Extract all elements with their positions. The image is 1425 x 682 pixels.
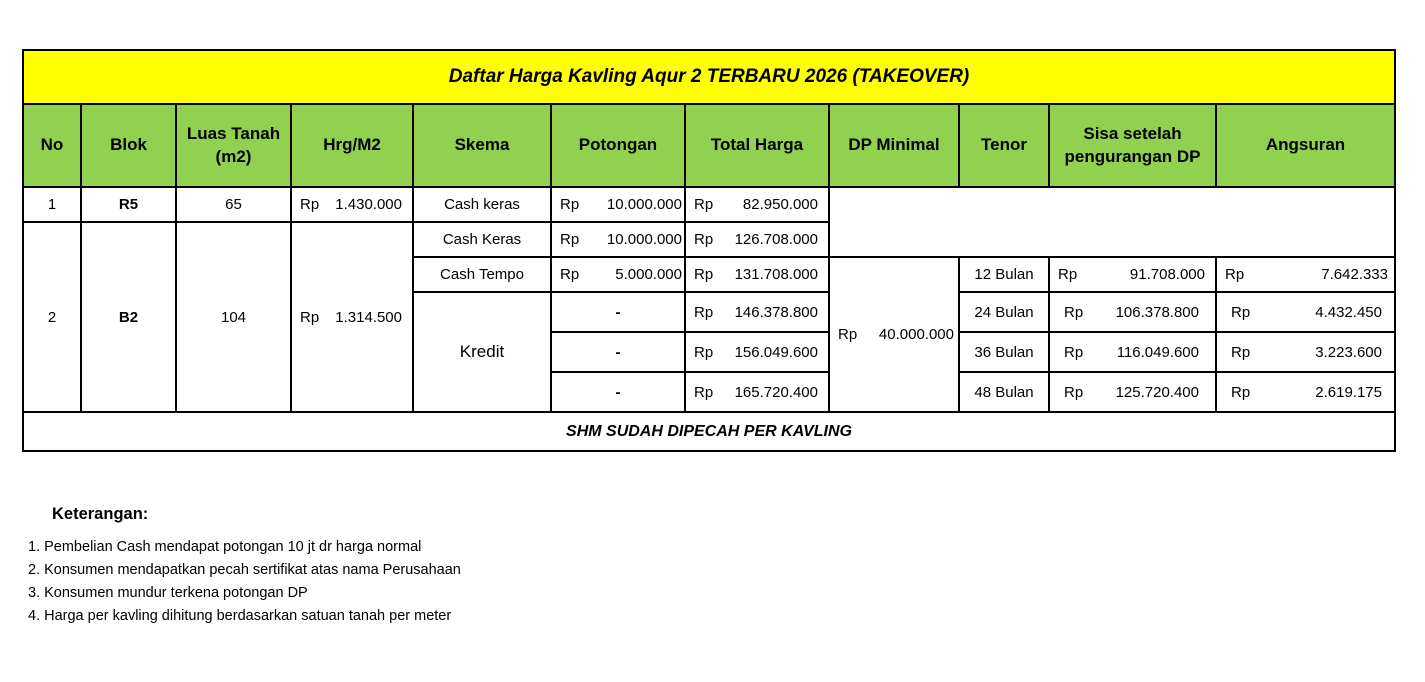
cell-sisa [1049,292,1216,332]
dp-value: 40.000.000 [878,326,954,343]
header-sisa-line2: pengurangan DP [1064,146,1201,166]
cell-blok: B2 [81,222,176,412]
total-value: 165.720.400 [734,383,818,401]
cell-no: 1 [23,187,81,222]
cell-tenor: 24 Bulan [959,292,1049,332]
angsuran-value: 2.619.175 [1315,383,1382,401]
sisa-value: 106.378.800 [1115,303,1199,321]
header-hrg: Hrg/M2 [291,104,413,187]
currency-label: Rp [300,196,320,213]
currency-label: Rp [560,196,580,213]
cell-sisa [1049,372,1216,412]
cell-tenor: 36 Bulan [959,332,1049,372]
header-tenor: Tenor [959,104,1049,187]
potongan-value: 5.000.000 [615,266,682,283]
header-total: Total Harga [685,104,829,187]
header-blok: Blok [81,104,176,187]
cell-potongan: - [551,292,685,332]
header-no: No [23,104,81,187]
note-item: 4. Harga per kavling dihitung berdasarkan satuan tanah per meter [28,608,452,624]
cell-total [685,292,829,332]
cell-potongan [551,187,685,222]
notes-heading: Keterangan: [52,505,149,523]
currency-label: Rp [838,326,858,343]
header-skema: Skema [413,104,551,187]
potongan-value: 10.000.000 [606,196,682,213]
cell-total [685,257,829,292]
cell-potongan: - [551,372,685,412]
cell-angsuran [1216,257,1395,292]
cell-total [685,372,829,412]
note-item: 1. Pembelian Cash mendapat potongan 10 jt dr harga normal [28,539,422,555]
header-sisa [1049,104,1216,187]
currency-label: Rp [694,303,714,321]
cell-sisa [1049,332,1216,372]
table-footer: SHM SUDAH DIPECAH PER KAVLING [23,412,1395,451]
header-sisa-line1: Sisa setelah [1083,123,1182,143]
header-luas-line2: (m2) [215,146,252,166]
cell-hrg [291,187,413,222]
currency-label: Rp [560,266,580,283]
table-title: Daftar Harga Kavling Aqur 2 TERBARU 2026 (TAKEOVER) [23,50,1395,104]
cell-sisa [1049,257,1216,292]
cell-total [685,222,829,257]
header-potongan: Potongan [551,104,685,187]
sisa-value: 116.049.600 [1116,343,1199,361]
cell-blok: R5 [81,187,176,222]
cell-luas: 65 [176,187,291,222]
cell-tenor: 48 Bulan [959,372,1049,412]
hrg-value: 1.314.500 [335,308,402,326]
note-item: 3. Konsumen mundur terkena potongan DP [28,585,308,601]
hrg-value: 1.430.000 [335,196,402,213]
currency-label: Rp [1064,383,1084,401]
currency-label: Rp [1064,343,1084,361]
header-row [23,104,1395,187]
table-row [23,187,1395,222]
total-value: 131.708.000 [734,266,818,283]
currency-label: Rp [1231,303,1251,321]
cell-skema-kredit: Kredit [413,292,551,412]
sisa-value: 125.720.400 [1115,383,1199,401]
cell-no: 2 [23,222,81,412]
currency-label: Rp [1225,266,1245,283]
sisa-value: 91.708.000 [1129,266,1205,283]
cell-angsuran [1216,372,1395,412]
currency-label: Rp [560,231,580,248]
header-luas [176,104,291,187]
currency-label: Rp [1064,303,1084,321]
cell-angsuran [1216,332,1395,372]
total-value: 156.049.600 [734,343,818,361]
currency-label: Rp [694,266,714,283]
price-list-table [22,49,1396,452]
currency-label: Rp [1231,343,1251,361]
currency-label: Rp [694,383,714,401]
notes-section [28,503,461,628]
currency-label: Rp [694,196,714,213]
cell-luas: 104 [176,222,291,412]
header-luas-line1: Luas Tanah [186,123,281,143]
cell-skema: Cash Keras [413,222,551,257]
currency-label: Rp [1231,383,1251,401]
note-item: 2. Konsumen mendapatkan pecah sertifikat atas nama Perusahaan [28,562,461,578]
cell-angsuran [1216,292,1395,332]
potongan-value: 10.000.000 [606,231,682,248]
cell-tenor: 12 Bulan [959,257,1049,292]
angsuran-value: 7.642.333 [1321,266,1388,283]
cell-hrg [291,222,413,412]
cell-dp [829,257,959,412]
currency-label: Rp [1058,266,1078,283]
empty-block [829,187,1395,257]
cell-skema: Cash keras [413,187,551,222]
header-dp: DP Minimal [829,104,959,187]
cell-potongan [551,222,685,257]
total-value: 146.378.800 [734,303,818,321]
currency-label: Rp [694,231,714,248]
cell-potongan: - [551,332,685,372]
header-angsuran: Angsuran [1216,104,1395,187]
angsuran-value: 4.432.450 [1315,303,1382,321]
total-value: 82.950.000 [742,196,818,213]
cell-potongan [551,257,685,292]
currency-label: Rp [300,308,320,326]
cell-skema: Cash Tempo [413,257,551,292]
angsuran-value: 3.223.600 [1315,343,1382,361]
currency-label: Rp [694,343,714,361]
total-value: 126.708.000 [734,231,818,248]
cell-total [685,187,829,222]
cell-total [685,332,829,372]
